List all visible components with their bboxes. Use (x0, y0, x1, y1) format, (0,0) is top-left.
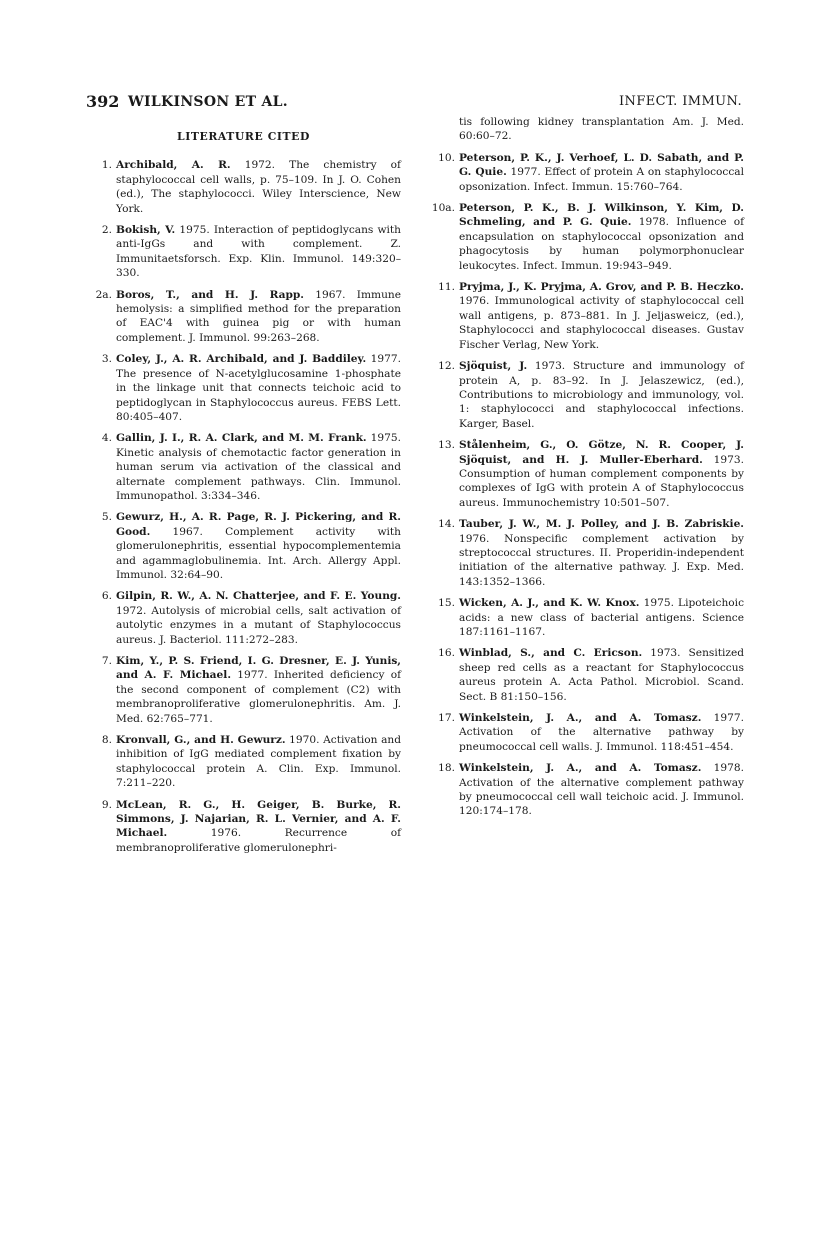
reference-item (429, 711, 744, 754)
reference-text: 1978. Influence of encapsulation on staphylococcal opsonization and phagocytosis by human polymorphonuclear leukocytes. Infect. Immun. 19:943–949. (459, 216, 745, 272)
reference-authors: Pryjma, J., K. Pryjma, A. Grov, and P. B. Heczko. (459, 281, 744, 294)
reference-text: 1970. Activation and inhibition of IgG mediated complement fixation by staphylococcal protein A. Clin. Exp. Immunol. 7:211–220. (116, 734, 401, 790)
reference-text: 1976. Immunological activity of staphylococcal cell wall antigens, p. 873–881. In J. Jeljasweicz, (ed.), Staphylococci and staphylococcal diseases. Gustav Fischer Verlag, New York. (459, 295, 744, 351)
reference-text: 1975. Kinetic analysis of chemotactic factor generation in human serum via activation of the classical and alternate complement pathways. Clin. Immunol. Immunopathol. 3:334–346. (116, 432, 401, 502)
reference-item (86, 510, 401, 582)
reference-number: 15. (438, 597, 455, 610)
reference-authors: Gilpin, R. W., A. N. Chatterjee, and F. E. Young. (116, 590, 401, 603)
reference-text: 1972. Autolysis of microbial cells, salt activation of autolytic enzymes in a mutant of Staphylococcus aureus. J. Bacteriol. 111:272–283. (116, 604, 401, 646)
reference-authors: Bokish, V. (116, 224, 176, 237)
reference-item (86, 352, 401, 424)
reference-text: 1978. Activation of the alternative complement pathway by pneumococcal cell wall teichoic acid. J. Immunol. 120:174–178. (459, 762, 744, 818)
reference-authors: Tauber, J. W., M. J. Polley, and J. B. Zabriskie. (459, 518, 744, 531)
reference-number: 6. (101, 590, 112, 603)
reference-number: 9. (101, 798, 112, 811)
reference-text: 1973. Sensitized sheep red cells as a reactant for Staphylococcus aureus protein A. Acta Pathol. Microbiol. Scand. Sect. B 81:150–156. (459, 647, 744, 703)
reference-authors: Kim, Y., P. S. Friend, I. G. Dresner, E. J. Yunis, and A. F. Michael. (116, 655, 401, 682)
reference-text: 1972. The chemistry of staphylococcal cell walls, p. 75–109. In J. O. Cohen (ed.), The staphylococci. Wiley Interscience, New York. (116, 159, 401, 215)
reference-authors: McLean, R. G., H. Geiger, B. Burke, R. Simmons, J. Najarian, R. L. Vernier, and A. F. Michael. (116, 798, 401, 840)
reference-item (429, 646, 744, 704)
reference-authors: Sjöquist, J. (459, 360, 528, 373)
reference-item (429, 438, 744, 510)
left-column (86, 130, 401, 862)
reference-item (86, 431, 401, 503)
page-header (86, 92, 742, 116)
reference-number: 10. (438, 151, 455, 164)
reference-authors: Gallin, J. I., R. A. Clark, and M. M. Frank. (116, 432, 367, 445)
reference-number: 8. (101, 734, 112, 747)
reference-item (86, 158, 401, 216)
reference-authors: Coley, J., A. R. Archibald, and J. Baddiley. (116, 353, 367, 366)
reference-text: 1976. Recurrence of membranoproliferative glomerulonephri- (116, 827, 401, 854)
running-head-authors: WILKINSON ET AL. (128, 94, 288, 110)
reference-text: 1977. Activation of the alternative pathway by pneumococcal cell walls. J. Immunol. 118:451–454. (459, 712, 744, 753)
reference-text: 1973. Structure and immunology of protein A, p. 83–92. In J. Jelaszewicz, (ed.), Contributions to microbiology and immunology, vol. 1: staphylococci and staphylococcal infections. Karger, Basel. (459, 360, 745, 430)
reference-number: 14. (438, 518, 455, 531)
page-number: 392 (86, 92, 120, 111)
reference-number: 11. (438, 281, 455, 294)
reference-item (429, 761, 744, 819)
reference-item (429, 201, 744, 273)
reference-authors: Archibald, A. R. (116, 159, 231, 172)
reference-number: 12. (438, 360, 455, 373)
reference-item (86, 589, 401, 647)
reference-number: 4. (101, 432, 112, 445)
reference-item (86, 288, 401, 346)
reference-authors: Peterson, P. K., J. Verhoef, L. D. Sabath, and P. G. Quie. (459, 151, 744, 179)
reference-authors: Winkelstein, J. A., and A. Tomasz. (459, 762, 702, 775)
reference-number: 18. (438, 762, 455, 775)
reference-item (429, 280, 744, 352)
reference-text: 1976. Nonspecific complement activation by streptococcal structures. II. Properidin-independent initiation of the alternative pathway. J. Exp. Med. 143:1352–1366. (459, 532, 744, 588)
reference-item (86, 223, 401, 281)
reference-text: 1967. Complement activity with glomerulonephritis, essential hypocomplementemia and agammaglobulinemia. Int. Arch. Allergy Appl. Immunol. 32:64–90. (116, 525, 401, 581)
reference-number: 13. (438, 439, 455, 452)
reference-authors: Wicken, A. J., and K. W. Knox. (459, 597, 640, 610)
reference-continuation: tis following kidney transplantation Am. J. Med. 60:60–72. (459, 116, 744, 143)
reference-item (429, 151, 744, 194)
reference-authors: Kronvall, G., and H. Gewurz. (116, 734, 286, 747)
reference-item (86, 733, 401, 791)
running-head-journal: INFECT. IMMUN. (619, 94, 742, 109)
reference-text: 1975. Lipoteichoic acids: a new class of bacterial antigens. Science 187:1161–1167. (459, 597, 744, 638)
reference-number: 10a. (431, 202, 455, 215)
reference-text: 1977. The presence of N-acetylglucosamine 1-phosphate in the linkage unit that connects teichoic acid to peptidoglycan in Staphylococcus aureus. FEBS Lett. 80:405–407. (116, 353, 401, 423)
right-column (429, 115, 744, 826)
reference-number: 17. (438, 712, 455, 725)
reference-text: 1977. Inherited deficiency of the second component of complement (C2) with membranoproliferative glomerulonephritis. Am. J. Med. 62:765–771. (116, 669, 402, 725)
reference-item (86, 654, 401, 726)
reference-number: 2a. (95, 288, 112, 301)
reference-item (429, 517, 744, 589)
reference-text: 1967. Immune hemolysis: a simplified method for the preparation of EAC'4 with guinea pig or with human complement. J. Immunol. 99:263–268. (116, 288, 401, 344)
reference-number: 2. (101, 224, 112, 237)
reference-authors: Stålenheim, G., O. Götze, N. R. Cooper, J. Sjöquist, and H. J. Muller-Eberhard. (459, 439, 744, 466)
reference-authors: Gewurz, H., A. R. Page, R. J. Pickering, and R. Good. (116, 511, 401, 538)
reference-number: 16. (438, 647, 455, 660)
reference-text: 1977. Effect of protein A on staphylococcal opsonization. Infect. Immun. 15:760–764. (459, 166, 744, 193)
reference-number: 3. (101, 353, 112, 366)
reference-authors: Peterson, P. K., B. J. Wilkinson, Y. Kim, D. Schmeling, and P. G. Quie. (459, 202, 744, 229)
reference-text: 1973. Consumption of human complement components by complexes of IgG with protein A of Staphylococcus aureus. Immunochemistry 10:501–507. (459, 453, 744, 509)
reference-number: 1. (101, 159, 112, 172)
reference-number: 7. (101, 655, 112, 667)
reference-item (429, 596, 744, 639)
section-title: LITERATURE CITED (177, 130, 310, 143)
reference-item (429, 359, 744, 431)
reference-number: 5. (101, 511, 112, 524)
reference-item (86, 798, 401, 856)
reference-authors: Winblad, S., and C. Ericson. (459, 647, 643, 660)
reference-authors: Winkelstein, J. A., and A. Tomasz. (459, 712, 702, 725)
reference-text: 1975. Interaction of peptidoglycans with anti-IgGs and with complement. Z. Immunitaetsforsch. Exp. Klin. Immunol. 149:320–330. (116, 224, 402, 280)
reference-authors: Boros, T., and H. J. Rapp. (116, 288, 304, 301)
